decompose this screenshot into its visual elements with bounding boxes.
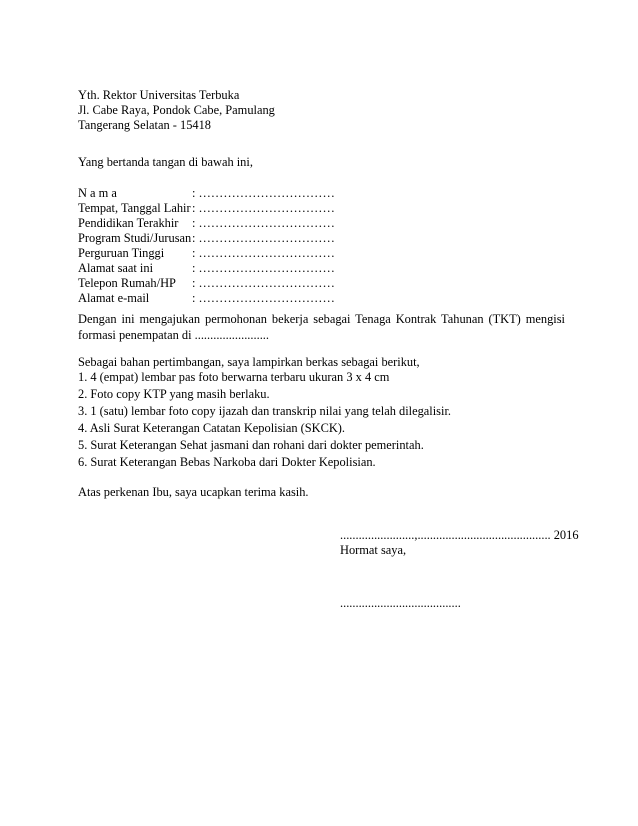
attachments-intro: Sebagai bahan pertimbangan, saya lampirkan berkas sebagai berikut, (78, 355, 420, 369)
application-line-2: formasi penempatan di ........................ (78, 328, 269, 342)
recipient-address (78, 88, 275, 133)
field-label: Program Studi/Jurusan (78, 231, 192, 245)
signature-date-line: ........................,........................................... 2016 (340, 528, 579, 542)
field-value: : …………………………… (192, 216, 335, 230)
recipient-line: Yth. Rektor Universitas Terbuka (78, 88, 240, 102)
attachment-item: 4. Asli Surat Keterangan Catatan Kepolisian (SKCK). (78, 421, 346, 435)
field-value: : …………………………… (192, 291, 335, 305)
field-label: Alamat saat ini (78, 261, 154, 275)
field-value: : …………………………… (192, 261, 335, 275)
field-label: N a m a (78, 186, 117, 200)
field-row-birth (78, 201, 335, 216)
field-label: Tempat, Tanggal Lahir (78, 201, 191, 215)
applicant-fields (78, 186, 335, 306)
signature-block (340, 528, 579, 558)
attachment-item: 1. 4 (empat) lembar pas foto berwarna terbaru ukuran 3 x 4 cm (78, 370, 390, 384)
recipient-line: Jl. Cabe Raya, Pondok Cabe, Pamulang (78, 103, 275, 117)
field-value: : …………………………… (192, 186, 335, 200)
field-label: Pendidikan Terakhir (78, 216, 179, 230)
field-label: Alamat e-mail (78, 291, 150, 305)
field-row-address (78, 261, 335, 276)
recipient-line: Tangerang Selatan - 15418 (78, 118, 211, 132)
application-line-1: Dengan ini mengajukan permohonan bekerja sebagai Tenaga Kontrak Tahunan (TKT) mengisi (78, 312, 565, 326)
field-row-university (78, 246, 335, 261)
field-row-education (78, 216, 335, 231)
intro-text: Yang bertanda tangan di bawah ini, (78, 155, 253, 169)
closing-text: Atas perkenan Ibu, saya ucapkan terima kasih. (78, 485, 309, 499)
field-row-email (78, 291, 335, 306)
field-label: Perguruan Tinggi (78, 246, 165, 260)
application-paragraph (78, 311, 565, 343)
field-value: : …………………………… (192, 276, 335, 290)
attachment-item: 2. Foto copy KTP yang masih berlaku. (78, 387, 270, 401)
field-value: : …………………………… (192, 231, 335, 245)
field-value: : …………………………… (192, 201, 335, 215)
field-row-name (78, 186, 335, 201)
field-label: Telepon Rumah/HP (78, 276, 176, 290)
field-row-phone (78, 276, 335, 291)
attachment-item: 3. 1 (satu) lembar foto copy ijazah dan transkrip nilai yang telah dilegalisir. (78, 404, 451, 418)
field-row-program (78, 231, 335, 246)
signature-greeting: Hormat saya, (340, 543, 407, 557)
attachment-item: 5. Surat Keterangan Sehat jasmani dan rohani dari dokter pemerintah. (78, 438, 424, 452)
attachments-section (78, 355, 451, 471)
attachment-item: 6. Surat Keterangan Bebas Narkoba dari Dokter Kepolisian. (78, 455, 376, 469)
field-value: : …………………………… (192, 246, 335, 260)
signature-name-line: ....................................... (340, 596, 461, 610)
